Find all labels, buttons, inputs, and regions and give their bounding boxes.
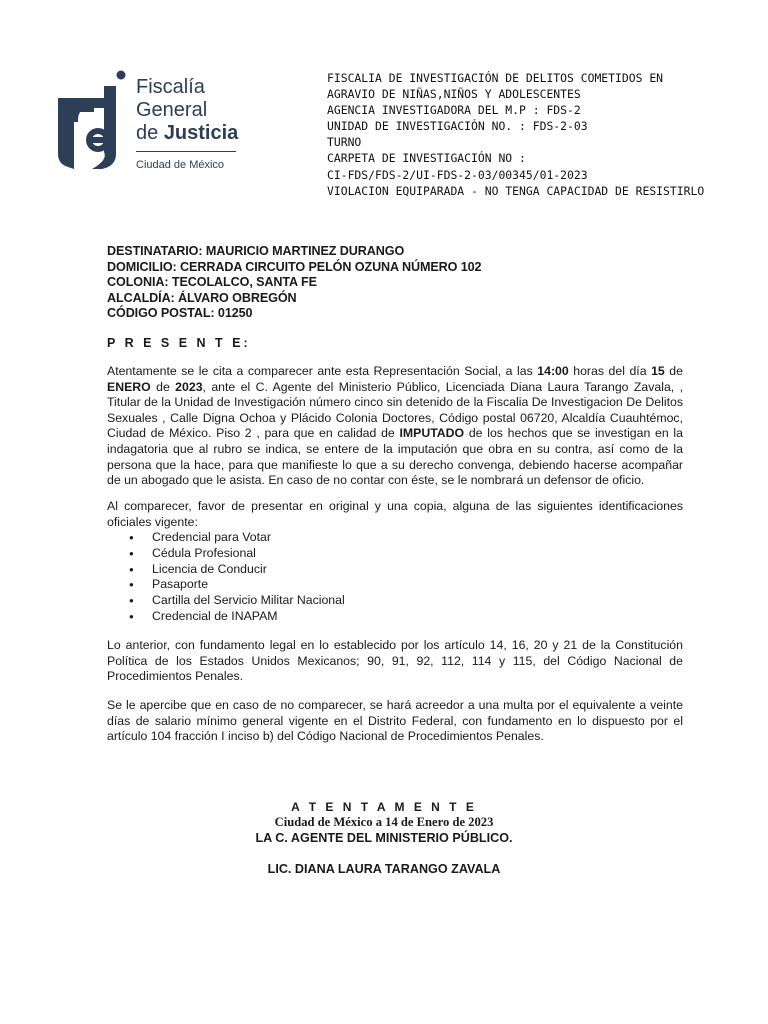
list-item: ● Cédula Profesional bbox=[107, 546, 345, 562]
institution-logo bbox=[54, 68, 244, 172]
citation-paragraph bbox=[107, 364, 683, 489]
logo-line-general: General bbox=[136, 99, 208, 121]
addressee-name: DESTINATARIO: MAURICIO MARTINEZ DURANGO bbox=[107, 244, 405, 258]
citation-day: 15 bbox=[651, 364, 665, 378]
signature-block bbox=[0, 800, 768, 877]
header-line: VIOLACION EQUIPARADA - NO TENGA CAPACIDAD DE RESISTIRLO bbox=[327, 183, 705, 198]
citation-text: Atentamente se le cita a comparecer ante esta Representación Social, a las bbox=[107, 364, 538, 378]
salutation: P R E S E N T E: bbox=[107, 336, 251, 350]
logo-line3-prefix: de bbox=[136, 122, 164, 144]
list-item: ● Pasaporte bbox=[107, 577, 345, 593]
header-line: TURNO bbox=[327, 135, 362, 150]
addressee-postal-code: CÓDIGO POSTAL: 01250 bbox=[107, 306, 253, 320]
logo-line3-bold: Justicia bbox=[163, 122, 239, 144]
header-line: CI-FDS/FDS-2/UI-FDS-2-03/00345/01-2023 bbox=[327, 167, 588, 182]
logo-city: Ciudad de México bbox=[136, 159, 225, 171]
list-item: ● Credencial de INAPAM bbox=[107, 609, 345, 625]
warning-paragraph: Se le apercibe que en caso de no comparecer, se hará acreedor a una multa por el equivalente a veinte días de salario mínimo general vigente en el Distrito Federal, con fundamento en lo dispuesto por el artículo 104 fracción I inciso b) del Código Nacional de Procedimientos Penales. bbox=[107, 698, 683, 744]
header-line: CARPETA DE INVESTIGACIÓN NO : bbox=[327, 151, 526, 166]
header-line: AGENCIA INVESTIGADORA DEL M.P : FDS-2 bbox=[327, 103, 581, 118]
logo-line-justicia bbox=[136, 122, 238, 145]
citation-text: , ante el C. Agente del Ministerio Público, Licenciada Diana Laura Tarango Zavala, , Titular de la Unidad de Investigación número cinco sin detenido de la Fiscalia De Investigacion De Delitos Sexuales , Calle Digna Ochoa y Plácido Colonia Doctores, Código postal 06720, Alcaldía Cuauhtémoc, Ciudad de México. Piso 2 , para que en calidad de bbox=[107, 379, 683, 441]
citation-text: horas del día bbox=[568, 364, 652, 378]
citation-hour: 14:00 bbox=[537, 364, 569, 378]
header-line: UNIDAD DE INVESTIGACIÓN NO. : FDS-2-03 bbox=[327, 119, 588, 134]
logo-divider bbox=[136, 151, 236, 152]
header-line: FISCALIA DE INVESTIGACIÓN DE DELITOS COMETIDOS EN bbox=[327, 71, 664, 85]
logo-wordmark bbox=[136, 76, 238, 172]
addressee-address: DOMICILIO: CERRADA CIRCUITO PELÓN OZUNA NÚMERO 102 bbox=[107, 259, 482, 274]
identification-intro: Al comparecer, favor de presentar en original y una copia, alguna de las siguientes identificaciones oficiales vigente: bbox=[107, 499, 683, 529]
header-line: AGRAVIO DE NIÑAS,NIÑOS Y ADOLESCENTES bbox=[327, 87, 581, 102]
legal-basis-paragraph: Lo anterior, con fundamento legal en lo establecido por los artículo 14, 16, 20 y 21 de la Constitución Política de los Estados Unidos Mexicanos; 90, 91, 92, 112, 114 y 115, del Código Nacional de Procedimientos Penales. bbox=[107, 638, 683, 684]
signature-name: LIC. DIANA LAURA TARANGO ZAVALA bbox=[267, 861, 501, 876]
list-item: ● Licencia de Conducir bbox=[107, 562, 345, 578]
signature-role: LA C. AGENTE DEL MINISTERIO PÚBLICO. bbox=[255, 830, 513, 845]
signature-date: Ciudad de México a 14 de Enero de 2023 bbox=[274, 815, 494, 830]
identification-list bbox=[107, 530, 345, 625]
citation-month: ENERO bbox=[107, 379, 151, 394]
signature-closing: A T E N T A M E N T E bbox=[291, 800, 477, 814]
addressee-block bbox=[107, 244, 481, 322]
list-item: ● Credencial para Votar bbox=[107, 530, 345, 546]
case-header bbox=[327, 70, 752, 199]
citation-text: de bbox=[150, 379, 176, 394]
fgj-emblem-icon bbox=[54, 68, 130, 170]
list-item: ● Cartilla del Servicio Militar Nacional bbox=[107, 593, 345, 609]
citation-year: 2023 bbox=[175, 379, 203, 394]
citation-text: de los hechos que se investigan en la indagatoria que al rubro se indica, se entere de la imputación que obra en su contra, así como de la persona que la hace, para que manifieste lo que a su derecho convenga, debiendo hacerse acompañar de un abogado que le asista. En caso de no contar con éste, se le nombrará un defensor de oficio. bbox=[107, 426, 683, 488]
logo-line-fiscalia: Fiscalía bbox=[136, 76, 205, 98]
addressee-colonia: COLONIA: TECOLALCO, SANTA FE bbox=[107, 275, 317, 289]
citation-text: de bbox=[664, 364, 683, 378]
citation-role: IMPUTADO bbox=[399, 426, 465, 441]
addressee-alcaldia: ALCALDÍA: ÁLVARO OBREGÓN bbox=[107, 290, 297, 305]
